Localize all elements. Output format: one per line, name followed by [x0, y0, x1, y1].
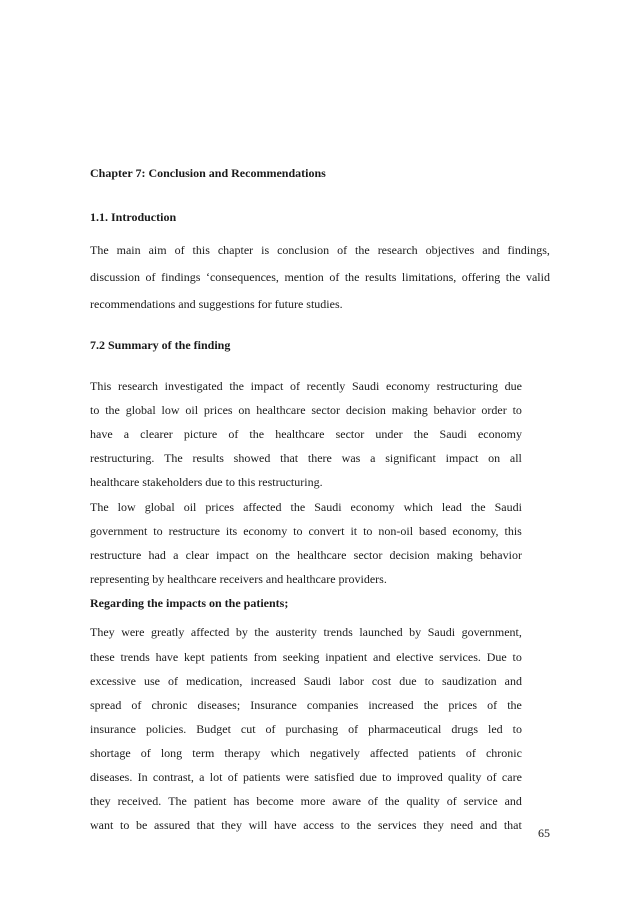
patients-line: They were greatly affected by the austerity trends launched by Saudi government, [90, 625, 522, 639]
intro-heading: 1.1. Introduction [90, 210, 177, 224]
summary-heading: 7.2 Summary of the finding [90, 338, 231, 352]
page-number: 65 [538, 826, 550, 840]
summary-p2-line: The low global oil prices affected the Saudi economy which lead the Saudi [90, 500, 522, 514]
patients-line: insurance policies. Budget cut of purchasing of pharmaceutical drugs led to [90, 722, 522, 736]
summary-p2-line: representing by healthcare receivers and healthcare providers. [90, 572, 387, 586]
patients-line: these trends have kept patients from seeking inpatient and elective services. Due to [90, 650, 522, 664]
patients-line: diseases. In contrast, a lot of patients were satisfied due to improved quality of care [90, 770, 522, 784]
intro-line: recommendations and suggestions for future studies. [90, 297, 343, 311]
summary-p2-line: government to restructure its economy to convert it to non-oil based economy, this [90, 524, 522, 538]
patients-line: they received. The patient has become more aware of the quality of service and [90, 794, 522, 808]
intro-line: discussion of findings ‘consequences, mention of the results limitations, offering the valid [90, 270, 550, 284]
patients-line: shortage of long term therapy which negatively affected patients of chronic [90, 746, 522, 760]
summary-p1-line: have a clearer picture of the healthcare sector under the Saudi economy [90, 427, 522, 441]
patients-heading: Regarding the impacts on the patients; [90, 596, 289, 610]
summary-p2-line: restructure had a clear impact on the healthcare sector decision making behavior [90, 548, 522, 562]
patients-line: want to be assured that they will have access to the services they need and that [90, 818, 522, 832]
summary-p1-line: restructuring. The results showed that there was a significant impact on all [90, 451, 522, 465]
patients-line: excessive use of medication, increased Saudi labor cost due to saudization and [90, 674, 522, 688]
summary-p1-line: This research investigated the impact of recently Saudi economy restructuring due [90, 379, 522, 393]
patients-line: spread of chronic diseases; Insurance companies increased the prices of the [90, 698, 522, 712]
summary-p1-line: to the global low oil prices on healthcare sector decision making behavior order to [90, 403, 522, 417]
summary-p1-line: healthcare stakeholders due to this restructuring. [90, 475, 323, 489]
intro-line: The main aim of this chapter is conclusion of the research objectives and findings, [90, 243, 550, 257]
chapter-title: Chapter 7: Conclusion and Recommendations [90, 166, 326, 180]
